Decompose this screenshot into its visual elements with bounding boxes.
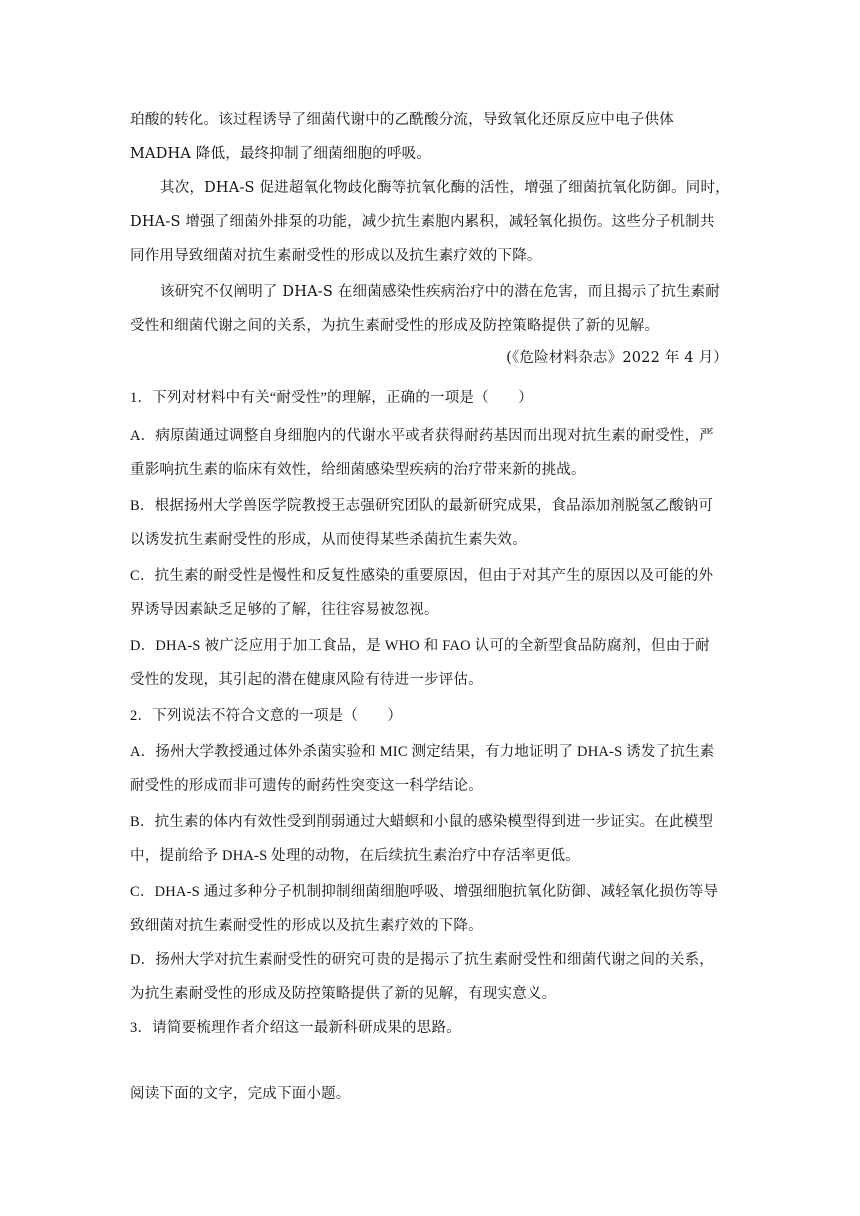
next-section-instruction: 阅读下面的文字，完成下面小题。 [130,1086,351,1102]
passage-line: 珀酸的转化。该过程诱导了细菌代谢中的乙酰酸分流，导致氧化还原反应中电子供体 [130,112,674,128]
option-c: C．DHA-S 通过多种分子机制抑制细菌细胞呼吸、增强细胞抗氧化防御、减轻氧化损伤等导 [130,884,719,900]
option-c-cont: 界诱导因素缺乏足够的了解，往往容易被忽视。 [130,602,439,618]
passage-line: 该研究不仅阐明了 DHA-S 在细菌感染性疾病治疗中的潜在危害，而且揭示了抗生素耐 [160,284,720,300]
option-b: B．抗生素的体内有效性受到削弱通过大蜡螟和小鼠的感染模型得到进一步证实。在此模型 [130,814,714,830]
option-a-cont: 重影响抗生素的临床有效性，给细菌感染型疾病的治疗带来新的挑战。 [130,462,586,478]
option-c-cont: 致细菌对抗生素耐受性的形成以及抗生素疗效的下降。 [130,918,483,934]
passage-line: DHA-S 增强了细菌外排泵的功能，减少抗生素胞内累积，减轻氧化损伤。这些分子机制共 [130,214,715,230]
option-b: B．根据扬州大学兽医学院教授王志强研究团队的最新研究成果，食品添加剂脱氢乙酸钠可 [130,498,714,514]
option-a: A．扬州大学教授通过体外杀菌实验和 MIC 测定结果，有力地证明了 DHA-S 诱发了抗生素 [130,744,715,760]
option-a: A．病原菌通过调整自身细胞内的代谢水平或者获得耐药基因而出现对抗生素的耐受性，严 [130,428,714,444]
source-citation: (《危险材料杂志》2022 年 4 月） [506,350,728,366]
question-1-stem: 1．下列对材料中有关“耐受性”的理解，正确的一项是（ ） [130,390,533,406]
question-3-stem: 3．请简要梳理作者介绍这一最新科研成果的思路。 [130,1020,461,1036]
option-d: D．扬州大学对抗生素耐受性的研究可贵的是揭示了抗生素耐受性和细菌代谢之间的关系， [130,952,714,968]
passage-line: MADHA 降低，最终抑制了细菌细胞的呼吸。 [130,146,432,162]
option-d: D．DHA-S 被广泛应用于加工食品，是 WHO 和 FAO 认可的全新型食品防腐剂，但由于耐 [130,638,710,654]
option-b-cont: 中，提前给予 DHA-S 处理的动物，在后续抗生素治疗中存活率更低。 [130,848,580,864]
passage-line: 其次，DHA-S 促进超氧化物歧化酶等抗氧化酶的活性，增强了细菌抗氧化防御。同时， [160,180,730,196]
question-2-stem: 2．下列说法不符合文意的一项是（ ） [130,708,403,724]
option-c: C．抗生素的耐受性是慢性和反复性感染的重要原因，但由于对其产生的原因以及可能的外 [130,568,714,584]
passage-line: 同作用导致细菌对抗生素耐受性的形成以及抗生素疗效的下降。 [130,248,542,264]
option-d-cont: 受性的发现，其引起的潜在健康风险有待进一步评估。 [130,672,483,688]
option-b-cont: 以诱发抗生素耐受性的形成，从而使得某些杀菌抗生素失效。 [130,532,527,548]
passage-line: 受性和细菌代谢之间的关系，为抗生素耐受性的形成及防控策略提供了新的见解。 [130,318,660,334]
option-a-cont: 耐受性的形成而非可遗传的耐药性突变这一科学结论。 [130,778,483,794]
option-d-cont: 为抗生素耐受性的形成及防控策略提供了新的见解，有现实意义。 [130,986,557,1002]
